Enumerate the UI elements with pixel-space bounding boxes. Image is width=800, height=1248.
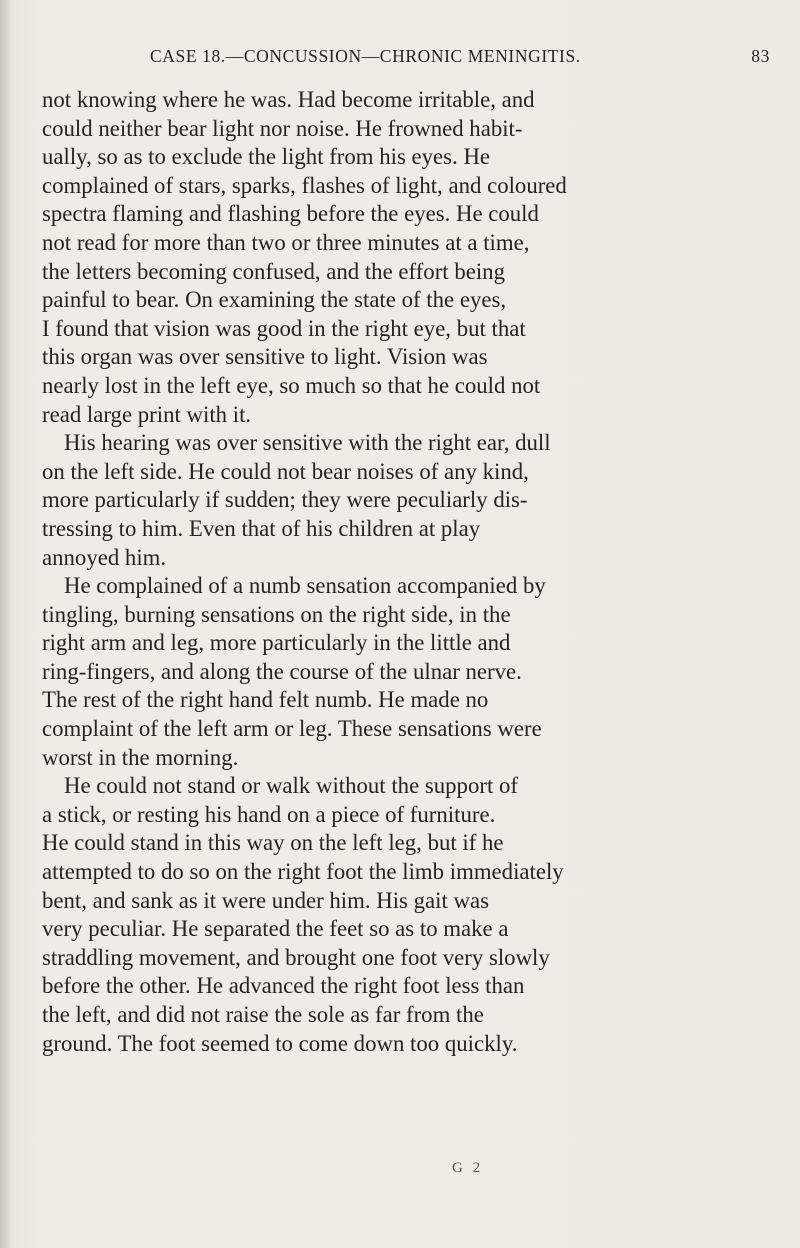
text-line: could neither bear light nor noise. He frowned habit- — [42, 115, 523, 141]
running-title: CASE 18.—CONCUSSION—CHRONIC MENINGITIS. — [150, 46, 581, 66]
text-line: not knowing where he was. Had become irritable, and — [42, 87, 535, 112]
text-line: straddling movement, and brought one foot very slowly — [42, 944, 550, 970]
text-line: bent, and sank as it were under him. His gait was — [42, 887, 489, 913]
text-line: worst in the morning. — [42, 744, 239, 770]
text-line: ring-fingers, and along the course of the ulnar nerve. — [42, 658, 522, 684]
text-line: very peculiar. He separated the feet so as to make a — [42, 916, 509, 942]
text-line: painful to bear. On examining the state of the eyes, — [42, 287, 507, 313]
text-line: nearly lost in the left eye, so much so that he could not — [42, 372, 541, 398]
text-line: The rest of the right hand felt numb. He made no — [42, 687, 489, 713]
text-line: read large print with it. — [42, 401, 252, 427]
text-line: tressing to him. Even that of his children at play — [42, 515, 481, 541]
text-line: this organ was over sensitive to light. Vision was — [42, 344, 488, 370]
text-line: ground. The foot seemed to come down too quickly. — [42, 1030, 518, 1056]
text-line: complaint of the left arm or leg. These sensations were — [42, 716, 542, 742]
signature-mark: G 2 — [452, 1160, 484, 1176]
paragraph-start-line: He complained of a numb sensation accompanied by — [64, 573, 546, 599]
text-line: complained of stars, sparks, flashes of light, and coloured — [42, 172, 567, 198]
paragraph-start-line: He could not stand or walk without the support of — [64, 773, 518, 799]
text-line: He could stand in this way on the left leg, but if he — [42, 830, 504, 856]
paragraph-start-line: His hearing was over sensitive with the right ear, dull — [64, 430, 551, 456]
text-line: not read for more than two or three minutes at a time, — [42, 229, 530, 255]
text-line: before the other. He advanced the right foot less than — [42, 973, 525, 999]
text-line: tingling, burning sensations on the right side, in the — [42, 601, 511, 627]
text-line: the left, and did not raise the sole as far from the — [42, 1002, 484, 1027]
text-line: I found that vision was good in the right eye, but that — [42, 315, 526, 341]
binding-edge — [0, 0, 10, 1248]
text-line: more particularly if sudden; they were peculiarly dis- — [42, 487, 528, 513]
page-number: 83 — [751, 46, 770, 66]
running-header — [150, 46, 770, 70]
body-text — [42, 86, 772, 1058]
text-line: attempted to do so on the right foot the limb immediately — [42, 859, 564, 885]
text-line: ually, so as to exclude the light from his eyes. He — [42, 144, 491, 170]
text-line: the letters becoming confused, and the effort being — [42, 258, 505, 284]
text-line: a stick, or resting his hand on a piece of furniture. — [42, 801, 496, 827]
text-line: on the left side. He could not bear noises of any kind, — [42, 458, 529, 484]
text-line: annoyed him. — [42, 544, 167, 570]
text-line: spectra flaming and flashing before the eyes. He could — [42, 201, 539, 227]
text-line: right arm and leg, more particularly in the little and — [42, 630, 511, 656]
